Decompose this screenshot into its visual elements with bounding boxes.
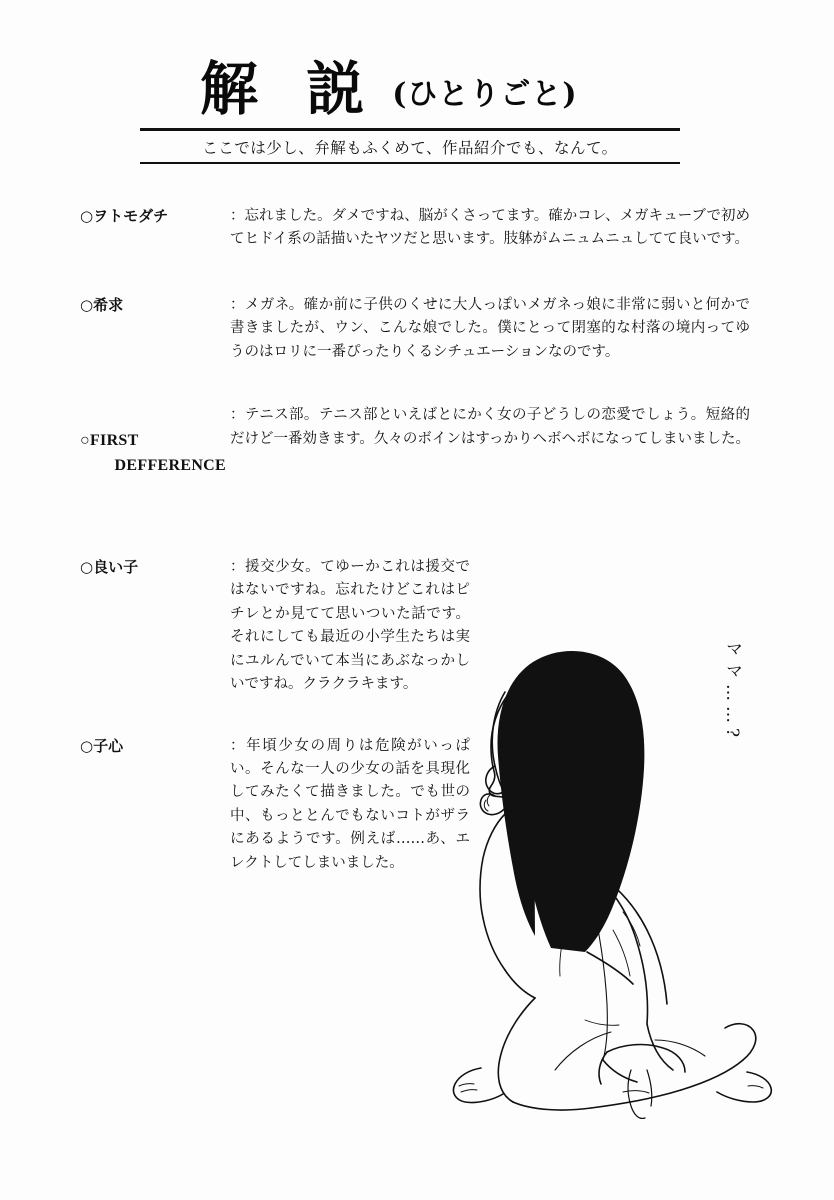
entry-body: ：援交少女。てゆーかこれは援交ではないですね。忘れたけどこれはピチレとか見てて思いついた話です。それにしても最近の小学生たちは実にユルんでいて本当にあぶなっかしいですね。クラクラキます。 (230, 558, 470, 693)
entry-term: ○子心 (80, 736, 124, 755)
page-header (140, 55, 700, 164)
entry-body: ：忘れました。ダメですね、脳がくさってます。確かコレ、メガキューブで初めてヒドイ系の話描いたヤツだと思います。肢躰がムニュムニュしてて良いです。 (230, 208, 750, 248)
list-item (80, 205, 760, 252)
illustration-figure (355, 600, 825, 1120)
vertical-caption: ママ……? (722, 640, 742, 743)
entry-term: ○ヲトモダチ (80, 207, 169, 225)
list-item (80, 404, 760, 503)
entry-term (80, 404, 230, 503)
title-divider-top (140, 128, 680, 131)
list-item (80, 294, 760, 364)
entry-body: ：テニス部。テニス部といえばとにかく女の子どうしの恋愛でしょう。短絡的だけど一番効きます。久々のボインはすっかりヘボヘボになってしまいました。 (230, 407, 750, 447)
page-subtitle-parenthetical: (ひとりごと) (392, 77, 578, 112)
entry-term: ○希求 (80, 295, 124, 314)
entry-body: ：メガネ。確か前に子供のくせに大人っぽいメガネっ娘に非常に弱いと何かで書きましたが、ウン、こんな娘でした。僕にとって閉塞的な村落の境内ってゆうのはロリに一番ぴったりくるシチュエーションなのです。 (230, 296, 750, 360)
entry-term: ○良い子 (80, 557, 139, 576)
title-divider-bottom (140, 162, 680, 164)
page-title: 解 説 (200, 55, 379, 123)
title-row (140, 55, 700, 123)
header-tagline: ここでは少し、弁解もふくめて、作品紹介でも、なんて。 (202, 139, 618, 157)
entry-term-line-1: ○FIRST (80, 432, 139, 450)
entry-term-line-2: DEFFERENCE (114, 457, 226, 475)
entry-body: ：年頃少女の周りは危険がいっぱい。そんな一人の少女の話を具現化してみたくて描きました。でも世の中、もっととんでもないコトがザラにあるようです。例えば……あ、エレクトしてしまいました。 (230, 737, 470, 871)
